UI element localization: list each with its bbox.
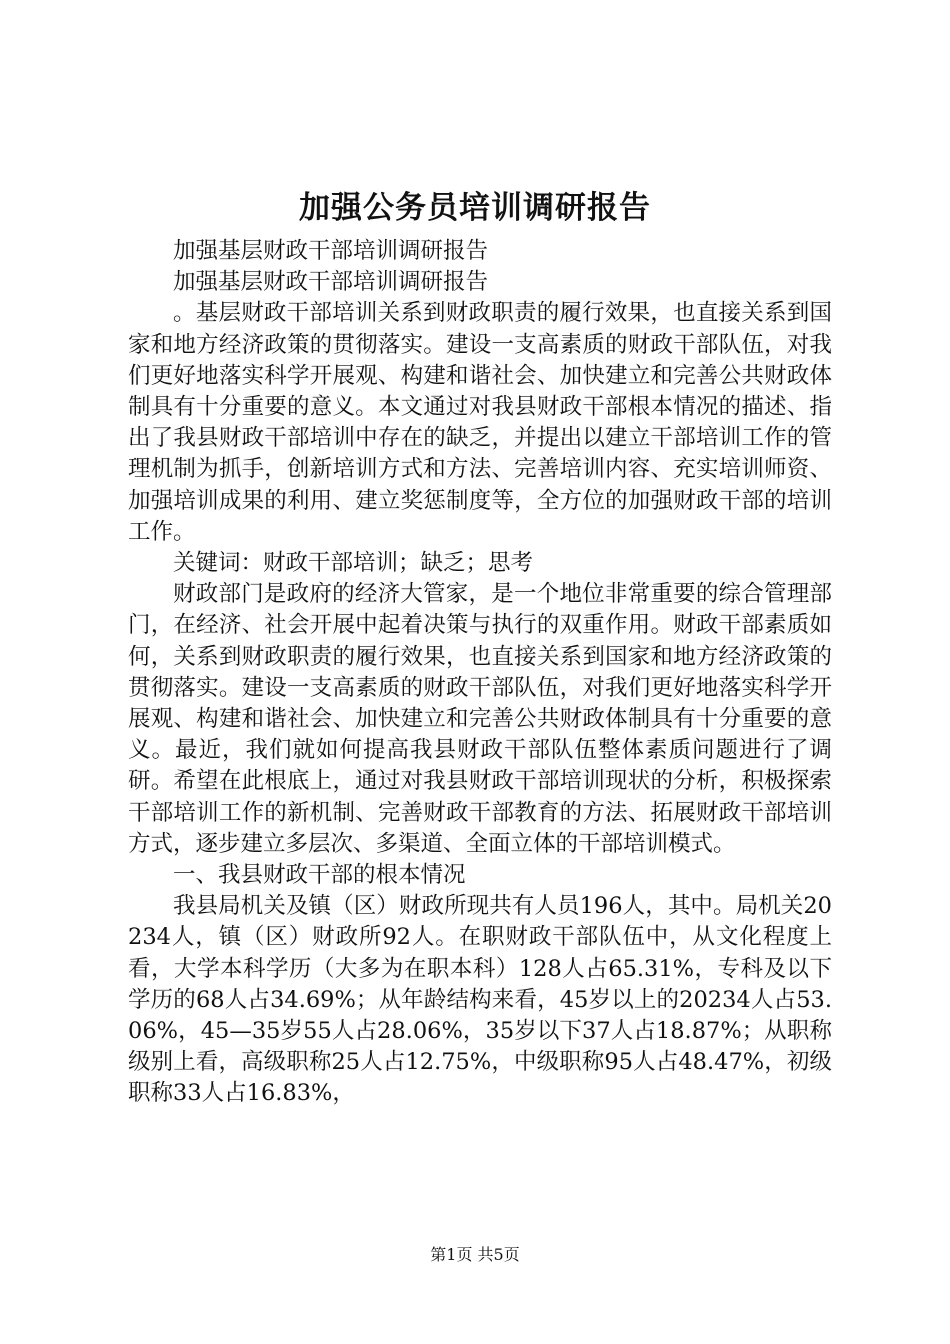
body-paragraph: 我县局机关及镇（区）财政所现共有人员196人，其中。局机关20234人，镇（区）财政所92人。在职财政干部队伍中，从文化程度上看，大学本科学历（大多为在职本科）128人占65.31%，专科及以下学历的68人占34.69%；从年龄结构来看，45岁以上的20234人占53.06%，45—35岁55人占28.06%，35岁以下37人占18.87%；从职称级别上看，高级职称25人占12.75%，中级职称95人占48.47%，初级职称33人占16.83%， xyxy=(128,893,832,1107)
page-footer: 第1页 共5页 xyxy=(430,1245,520,1264)
keywords-line: 关键词：财政干部培训；缺乏；思考 xyxy=(173,550,534,577)
document-title: 加强公务员培训调研报告 xyxy=(299,190,651,226)
section-heading: 一、我县财政干部的根本情况 xyxy=(173,862,466,889)
abstract-paragraph: 。基层财政干部培训关系到财政职责的履行效果，也直接关系到国家和地方经济政策的贯彻落实。建设一支高素质的财政干部队伍，对我们更好地落实科学开展观、构建和谐社会、加快建立和完善公共财政体制具有十分重要的意义。本文通过对我县财政干部根本情况的描述、指出了我县财政干部培训中存在的缺乏，并提出以建立干部培训工作的管理机制为抓手，创新培训方式和方法、完善培训内容、充实培训师资、加强培训成果的利用、建立奖惩制度等，全方位的加强财政干部的培训工作。 xyxy=(128,300,832,545)
document-body xyxy=(128,236,832,1110)
intro-paragraph: 财政部门是政府的经济大管家，是一个地位非常重要的综合管理部门，在经济、社会开展中起着决策与执行的双重作用。财政干部素质如何，关系到财政职责的履行效果，也直接关系到国家和地方经济政策的贯彻落实。建设一支高素质的财政干部队伍，对我们更好地落实科学开展观、构建和谐社会、加快建立和完善公共财政体制具有十分重要的意义。最近，我们就如何提高我县财政干部队伍整体素质问题进行了调研。希望在此根底上，通过对我县财政干部培训现状的分析，积极探索干部培训工作的新机制、完善财政干部教育的方法、拓展财政干部培训方式，逐步建立多层次、多渠道、全面立体的干部培训模式。 xyxy=(128,581,832,857)
subtitle-line: 加强基层财政干部培训调研报告 xyxy=(173,238,489,264)
subtitle-line: 加强基层财政干部培训调研报告 xyxy=(173,269,489,296)
